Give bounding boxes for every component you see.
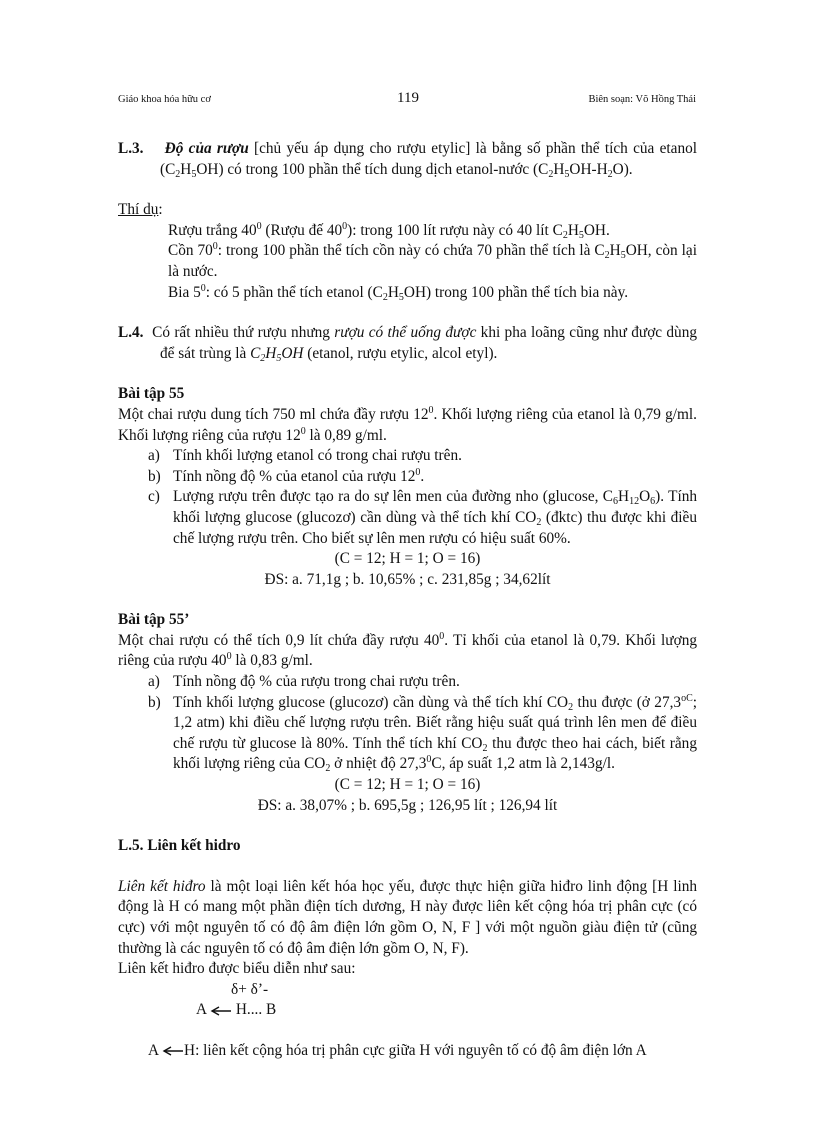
partial-charges: δ+ δ’- (231, 980, 269, 998)
example-con: Cồn $70^0$: trong 100 phần thể tích cồn này có chứa 70 phần thể tích là $C_2H_5OH$, còn lại là nước. (168, 241, 697, 280)
header-author: Biên soạn: Võ Hồng Thái (588, 94, 696, 105)
exercise-55-question-a: a) Tính khối lượng etanol có trong chai rượu trên. (148, 447, 462, 465)
section-l3: L.3. Độ của rượu [chủ yếu áp dụng cho rượu etylic] là bằng số phần thể tích của etanol $(C_2H_5OH)$ có trong 100 phần thể tích dung dịch etanol-nước $(C_2H_5OH-H_2O)$. (118, 140, 698, 180)
exercise-55-title: Bài tập 55 (118, 385, 185, 403)
hydrogen-bond-diagram: A H.... B (196, 1001, 277, 1019)
hydrogen-bond-representation-intro: Liên kết hiđro được biểu diễn như sau: (118, 960, 356, 978)
section-l4: L.4. Có rất nhiều thứ rượu nhưng rượu có thể uống được khi pha loãng cũng như được dùng để sát trùng là $C_2H_5OH$ (etanol, rượu etylic, alcol etyl). (118, 324, 697, 364)
term-do-cua-ruou: Độ của rượu (164, 140, 249, 157)
page-number: 119 (397, 90, 419, 106)
exercise-55b-atomic-masses: (C = 12; H = 1; O = 16) (334, 776, 481, 794)
header-book-title: Giáo khoa hóa hữu cơ (118, 94, 211, 105)
hydrogen-bond-definition: Liên kết hiđro là một loại liên kết hóa học yếu, được thực hiện giữa hiđro linh động [H linh động là H có mang một phần điện tích dương, H này được liên kết cộng hóa trị phân cực (có cực) với một nguyên tố có độ âm điện lớn gồm O, N, F ] với một nguồn giàu điện tử (cũng thường là các nguyên tố có độ âm điện lớn gồm O, N, F). (118, 877, 697, 957)
section-l5-heading: L.5. Liên kết hidro (118, 837, 241, 855)
exercise-55b-intro: Một chai rượu có thể tích 0,9 lít chứa đầy rượu $40^0$. Tỉ khối của etanol là 0,79. Khối lượng riêng của rượu $40^0$ là 0,83 g/ml. (118, 630, 697, 670)
exercise-55b-question-b: b) Tính khối lượng glucose (glucozơ) cần dùng và thể tích khí $CO_2$ thu được (ở $27,3^{oC}$; 1,2 atm) khi điều chế lượng rượu trên. Biết rằng hiệu suất quá trình lên men để điều chế rượu từ glucose là 80%. Tính thể tích khí $CO_2$ thu được theo hai cách, biết rằng khối lượng riêng của $CO_2$ ở nhiệt độ 27,3$^0$C, áp suất 1,2 atm là 2,143g/l. (148, 692, 697, 775)
exercise-55-question-b: b) Tính nồng độ % của etanol của rượu $12^0$. (148, 466, 425, 485)
exercise-55-question-c: c) Lượng rượu trên được tạo ra do sự lên men của đường nho (glucose, $C_6H_{12}O_6$). Tính khối lượng glucose (glucozơ) cần dùng và thể tích khí $CO_2$ (đktc) thu được khi điều chế lượng rượu trên. Cho biết sự lên men rượu có hiệu suất 60%. (148, 488, 697, 547)
exercise-55-intro: Một chai rượu dung tích 750 ml chứa đầy rượu $12^0$. Khối lượng riêng của etanol là 0,79 g/ml. Khối lượng riêng của rượu $12^0$ là 0,89 g/ml. (118, 404, 697, 444)
exercise-55b-answer: ĐS: a. 38,07% ; b. 695,5g ; 126,95 lít ; 126,94 lít (257, 796, 558, 814)
example-bia: Bia $5^0$: có 5 phần thể tích etanol $(C_2H_5OH)$ trong 100 phần thể tích bia này. (168, 282, 629, 303)
exercise-55b-questions (118, 672, 697, 775)
exercise-55-questions (118, 446, 697, 549)
exercise-55-atomic-masses: (C = 12; H = 1; O = 16) (334, 550, 481, 568)
exercise-55b-title: Bài tập 55’ (118, 611, 190, 629)
arrow-left-icon (210, 1006, 232, 1016)
examples-heading: Thí dụ: (118, 201, 163, 219)
arrow-left-icon (162, 1046, 184, 1056)
exercise-55-answer: ĐS: a. 71,1g ; b. 10,65% ; c. 231,85g ; 34,62lít (264, 570, 551, 588)
exercise-55b-question-a: a) Tính nồng độ % của rượu trong chai rượu trên. (148, 673, 460, 691)
page-content (118, 139, 697, 1062)
example-ruou-trang: Rượu trắng $40^0$ (Rượu đế $40^0$): trong 100 lít rượu này có 40 lít $C_2H_5OH$. (168, 220, 610, 241)
polar-covalent-note: A H: liên kết cộng hóa trị phân cực giữa H với nguyên tố có độ âm điện lớn A (148, 1041, 647, 1059)
